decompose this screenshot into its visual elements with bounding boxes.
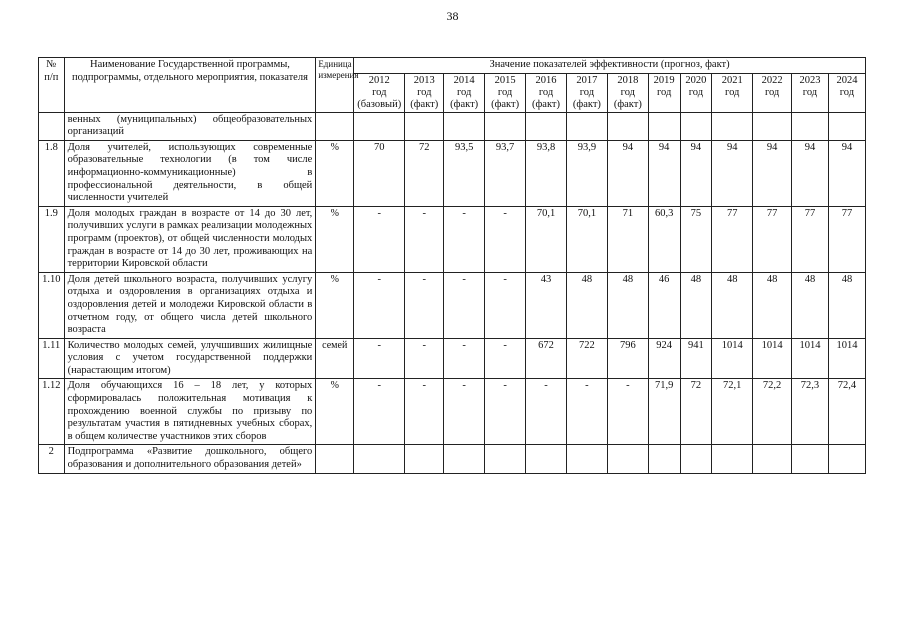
year-note: год	[802, 86, 818, 98]
header-row-1	[39, 58, 866, 74]
year-label: 2019	[653, 74, 675, 86]
year-label: 2024	[836, 74, 858, 86]
year-note: год (факт)	[532, 86, 561, 110]
row-value: 48	[566, 272, 607, 338]
row-name: Доля детей школьного возраста, получивших услугу отдыха и оздоровления в организациях отдыха и оздоровления детей и молодежи Кировской области в отчетном году, от общего числа детей школьного возраста	[64, 272, 316, 338]
row-value: 722	[566, 338, 607, 379]
row-value: 93,5	[444, 140, 485, 206]
row-value	[712, 112, 753, 140]
row-value	[354, 112, 405, 140]
year-note: год	[725, 86, 740, 98]
header-year-2014	[444, 73, 485, 112]
page-number: 38	[446, 9, 459, 23]
row-value: 48	[753, 272, 792, 338]
row-value	[526, 445, 567, 473]
year-label: 2022	[761, 74, 783, 86]
year-note: год	[839, 86, 855, 98]
row-value	[607, 112, 648, 140]
row-value: 77	[712, 206, 753, 272]
row-value: -	[485, 338, 526, 379]
row-value: -	[444, 206, 485, 272]
table-row	[39, 112, 866, 140]
row-value	[648, 112, 680, 140]
row-value	[828, 112, 865, 140]
row-value: 72	[405, 140, 444, 206]
table-row	[39, 272, 866, 338]
year-note: год	[764, 86, 780, 98]
year-note: год (факт)	[410, 86, 439, 110]
row-value: 1014	[828, 338, 865, 379]
row-value: 1014	[753, 338, 792, 379]
row-value: -	[526, 379, 567, 445]
row-value: -	[444, 338, 485, 379]
row-unit: %	[316, 272, 354, 338]
row-name: Подпрограмма «Развитие дошкольного, общего образования и дополнительного образования детей»	[64, 445, 316, 473]
row-value: 72,4	[828, 379, 865, 445]
row-value: 924	[648, 338, 680, 379]
row-value: 77	[828, 206, 865, 272]
row-value	[753, 445, 792, 473]
row-value: -	[405, 272, 444, 338]
row-value	[607, 445, 648, 473]
row-value: 60,3	[648, 206, 680, 272]
row-value: 75	[680, 206, 712, 272]
table-row	[39, 379, 866, 445]
year-label: 2018	[617, 74, 639, 86]
row-value: 94	[648, 140, 680, 206]
row-value: 48	[680, 272, 712, 338]
row-name: Количество молодых семей, улучшивших жилищные условия с учетом государственной поддержки (нарастающим итогом)	[64, 338, 316, 379]
row-value: 94	[792, 140, 829, 206]
row-value: 71	[607, 206, 648, 272]
header-year-2019	[648, 73, 680, 112]
row-value	[566, 112, 607, 140]
header-year-2023	[792, 73, 829, 112]
row-value	[444, 445, 485, 473]
row-value: 48	[792, 272, 829, 338]
row-value: 71,9	[648, 379, 680, 445]
row-unit: семей	[316, 338, 354, 379]
row-value: 93,8	[526, 140, 567, 206]
row-value: 72,1	[712, 379, 753, 445]
row-value	[485, 112, 526, 140]
year-note: год (факт)	[613, 86, 642, 110]
row-value	[792, 112, 829, 140]
row-value: -	[405, 338, 444, 379]
year-note: год (базовый)	[357, 86, 402, 110]
row-value: 77	[753, 206, 792, 272]
header-unit: Единица измерения	[316, 58, 354, 113]
row-value: 72,2	[753, 379, 792, 445]
indicators-table	[38, 57, 866, 474]
row-value	[444, 112, 485, 140]
row-value	[648, 445, 680, 473]
row-value: 672	[526, 338, 567, 379]
row-value: 48	[712, 272, 753, 338]
year-note: год (факт)	[572, 86, 601, 110]
row-value: 48	[828, 272, 865, 338]
row-value: -	[485, 206, 526, 272]
header-year-2024	[828, 73, 865, 112]
row-unit	[316, 112, 354, 140]
year-note: год (факт)	[491, 86, 520, 110]
row-value	[405, 112, 444, 140]
row-value: -	[354, 272, 405, 338]
row-value: -	[485, 379, 526, 445]
year-label: 2023	[799, 74, 821, 86]
row-value: -	[607, 379, 648, 445]
row-value	[680, 112, 712, 140]
year-note: год	[657, 86, 672, 98]
row-value: 72	[680, 379, 712, 445]
row-value: 70	[354, 140, 405, 206]
row-number: 1.8	[39, 140, 65, 206]
row-value	[712, 445, 753, 473]
row-unit	[316, 445, 354, 473]
row-value: 94	[607, 140, 648, 206]
header-num: № п/п	[39, 58, 65, 113]
year-label: 2020	[685, 74, 707, 86]
row-value: 94	[712, 140, 753, 206]
header-year-2022	[753, 73, 792, 112]
header-year-2018	[607, 73, 648, 112]
row-value: 46	[648, 272, 680, 338]
header-name: Наименование Государственной программы, подпрограммы, отдельного мероприятия, показателя	[64, 58, 316, 113]
row-value: -	[405, 379, 444, 445]
year-label: 2017	[576, 74, 598, 86]
row-value: -	[354, 206, 405, 272]
row-value: -	[566, 379, 607, 445]
header-year-2013	[405, 73, 444, 112]
row-value: 70,1	[526, 206, 567, 272]
header-year-2020	[680, 73, 712, 112]
year-label: 2015	[494, 74, 516, 86]
row-value: 43	[526, 272, 567, 338]
row-value: -	[354, 338, 405, 379]
row-value	[828, 445, 865, 473]
table-body	[39, 112, 866, 473]
row-value	[566, 445, 607, 473]
row-value: 94	[753, 140, 792, 206]
row-unit: %	[316, 140, 354, 206]
year-note: год	[688, 86, 704, 98]
row-name: Доля учителей, использующих современные образовательные технологии (в том числе информационно-коммуникационные) в профессиональной деятельности, в общей численности учителей	[64, 140, 316, 206]
year-label: 2013	[413, 74, 435, 86]
table-row	[39, 338, 866, 379]
row-value: -	[444, 272, 485, 338]
row-value: -	[444, 379, 485, 445]
row-number: 2	[39, 445, 65, 473]
row-value: 48	[607, 272, 648, 338]
row-value: 1014	[712, 338, 753, 379]
row-name: Доля обучающихся 16 – 18 лет, у которых сформировалась положительная мотивация к прохождению военной службы по призыву по результатам участия в пятидневных учебных сборах, в общем количестве участников этих сборов	[64, 379, 316, 445]
row-value: 94	[828, 140, 865, 206]
year-label: 2014	[453, 74, 475, 86]
row-name: венных (муниципальных) общеобразовательных организаций	[64, 112, 316, 140]
row-value: 94	[680, 140, 712, 206]
row-value: 72,3	[792, 379, 829, 445]
row-value	[405, 445, 444, 473]
row-unit: %	[316, 206, 354, 272]
row-value	[792, 445, 829, 473]
header-year-2015	[485, 73, 526, 112]
header-year-2017	[566, 73, 607, 112]
row-value: -	[485, 272, 526, 338]
row-value: 1014	[792, 338, 829, 379]
row-number	[39, 112, 65, 140]
header-year-2021	[712, 73, 753, 112]
row-number: 1.12	[39, 379, 65, 445]
row-value: 796	[607, 338, 648, 379]
row-value: 93,7	[485, 140, 526, 206]
year-note: год (факт)	[450, 86, 479, 110]
row-value	[354, 445, 405, 473]
year-label: 2016	[535, 74, 557, 86]
row-name: Доля молодых граждан в возрасте от 14 до 30 лет, получивших услуги в рамках реализации молодежных программ (проектов), от общей численности молодых граждан в возрасте от 14 до 30 лет, проживающих на территории Кировской области	[64, 206, 316, 272]
row-number: 1.11	[39, 338, 65, 379]
row-value	[526, 112, 567, 140]
row-number: 1.10	[39, 272, 65, 338]
row-value: 941	[680, 338, 712, 379]
row-value: 70,1	[566, 206, 607, 272]
header-values: Значение показателей эффективности (прогноз, факт)	[354, 58, 866, 74]
table-row	[39, 445, 866, 473]
year-label: 2012	[368, 74, 390, 86]
row-value: 93,9	[566, 140, 607, 206]
header-year-2012	[354, 73, 405, 112]
row-number: 1.9	[39, 206, 65, 272]
row-value	[680, 445, 712, 473]
row-value: -	[405, 206, 444, 272]
header-year-2016	[526, 73, 567, 112]
row-unit: %	[316, 379, 354, 445]
year-label: 2021	[721, 74, 743, 86]
row-value: 77	[792, 206, 829, 272]
row-value: -	[354, 379, 405, 445]
row-value	[485, 445, 526, 473]
table-row	[39, 140, 866, 206]
row-value	[753, 112, 792, 140]
table-row	[39, 206, 866, 272]
